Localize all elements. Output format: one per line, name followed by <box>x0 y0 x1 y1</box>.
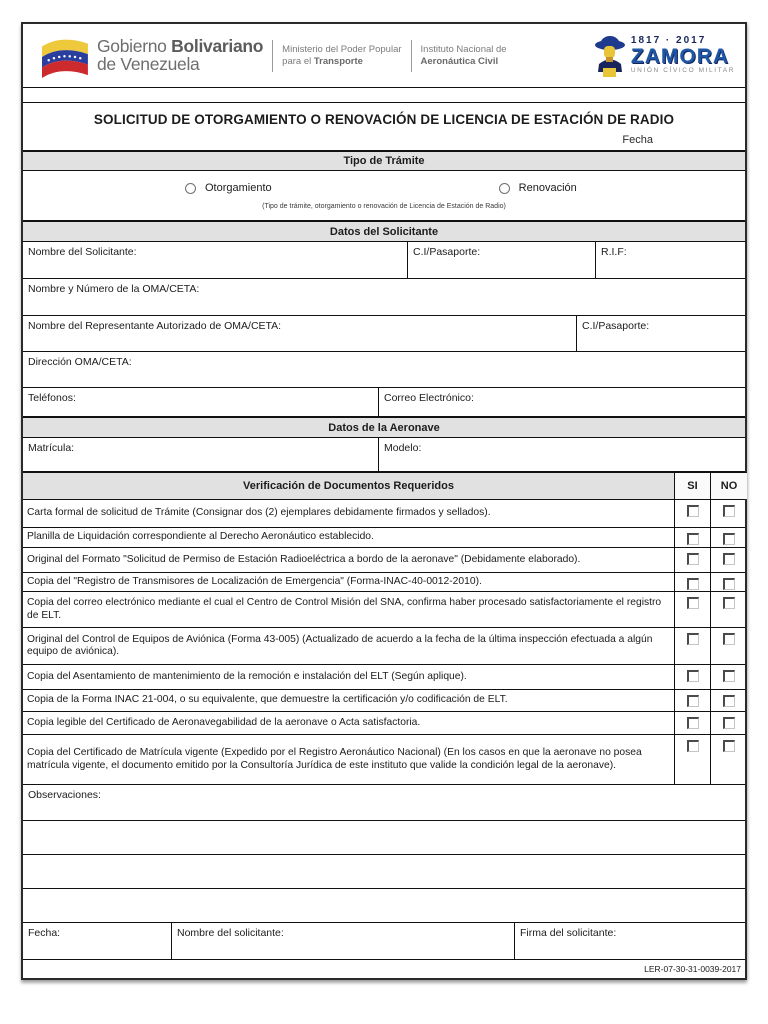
document-requirement: Planilla de Liquidación correspondiente al Derecho Aeronáutico establecido. <box>23 528 675 547</box>
tramite-hint: (Tipo de trámite, otorgamiento o renovación de Licencia de Estación de Radio) <box>262 203 506 210</box>
otorgamiento-radio[interactable] <box>185 183 196 194</box>
zamora-bicentenary-logo <box>591 30 735 82</box>
document-requirement: Original del Control de Equipos de Aviónica (Forma 43-005) (Actualizado de acuerdo a la fecha de la última inspección efectuada a algún equipo de aviónica). <box>23 628 675 664</box>
gobierno-wordmark: Gobierno Bolivariano de Venezuela <box>97 35 264 74</box>
no-checkbox[interactable] <box>723 695 735 707</box>
si-checkbox[interactable] <box>687 717 699 729</box>
si-checkbox[interactable] <box>687 505 699 517</box>
representante-field[interactable]: Nombre del Representante Autorizado de OMA/CETA: <box>23 316 577 351</box>
tramite-options-row <box>23 171 745 221</box>
si-cell <box>675 712 711 734</box>
no-checkbox[interactable] <box>723 553 735 565</box>
si-cell <box>675 592 711 627</box>
rif-field[interactable]: R.I.F: <box>601 246 627 258</box>
no-cell <box>711 628 747 664</box>
no-checkbox[interactable] <box>723 740 735 752</box>
telefonos-field[interactable]: Teléfonos: <box>23 388 379 416</box>
observaciones-blank-line[interactable] <box>23 889 745 923</box>
page-title: SOLICITUD DE OTORGAMIENTO O RENOVACIÓN DE LICENCIA DE ESTACIÓN DE RADIO <box>93 112 675 127</box>
document-requirement: Original del Formato "Solicitud de Permiso de Estación Radioeléctrica a bordo de la aeronave" (Debidamente elaborado). <box>23 548 675 572</box>
letterhead <box>23 24 745 88</box>
document-row-10 <box>23 735 745 785</box>
si-cell <box>675 548 711 572</box>
solicitante-row-4 <box>23 352 745 388</box>
observaciones-row <box>23 785 745 821</box>
ci-pasaporte-field[interactable]: C.I/Pasaporte: <box>408 242 596 278</box>
document-row-2 <box>23 528 745 548</box>
observaciones-blank-line[interactable] <box>23 855 745 889</box>
signature-nombre-field[interactable]: Nombre del solicitante: <box>172 923 515 959</box>
document-requirement: Carta formal de solicitud de Trámite (Consignar dos (2) ejemplares debidamente firmados y sellados). <box>23 500 675 527</box>
no-cell <box>711 548 747 572</box>
option-otorgamiento[interactable] <box>185 182 272 194</box>
si-cell <box>675 500 711 527</box>
no-cell <box>711 500 747 527</box>
option-renovacion[interactable] <box>499 182 577 194</box>
renovacion-label: Renovación <box>518 182 577 194</box>
zamora-figure-icon <box>591 30 629 82</box>
document-row-9 <box>23 712 745 735</box>
document-requirement: Copia del Certificado de Matrícula vigente (Expedido por el Registro Aeronáutico Nacional) (En los casos en que la aeronave no posea matrícula vigente, el documento emitido por la Consultoría Jurídica de este instituto que valide la condición legal de la aeronave). <box>23 735 675 784</box>
no-cell <box>711 665 747 689</box>
column-header-si: SI <box>675 472 711 499</box>
no-cell <box>711 592 747 627</box>
solicitante-row-5 <box>23 388 745 417</box>
inac-wordmark: Instituto Nacional de Aeronáutica Civil <box>420 43 507 67</box>
ministerio-wordmark: Ministerio del Poder Popular para el Transporte <box>282 43 402 67</box>
otorgamiento-label: Otorgamiento <box>205 182 272 194</box>
signature-fecha-field[interactable]: Fecha: <box>23 923 172 959</box>
no-checkbox[interactable] <box>723 633 735 645</box>
form-code: LER-07-30-31-0039-2017 <box>644 964 741 974</box>
document-row-8 <box>23 690 745 712</box>
zamora-years: 1817 · 2017 <box>630 35 707 47</box>
oma-ceta-field[interactable]: Nombre y Número de la OMA/CETA: <box>28 283 200 295</box>
form-code-row <box>23 960 745 978</box>
no-cell <box>711 690 747 711</box>
form-page <box>21 22 747 980</box>
matricula-field[interactable]: Matrícula: <box>23 438 379 471</box>
solicitante-row-1 <box>23 242 745 279</box>
document-row-7 <box>23 665 745 690</box>
section-bar-datos-solicitante: Datos del Solicitante <box>23 221 745 242</box>
header-divider <box>272 40 273 72</box>
solicitante-row-3 <box>23 316 745 352</box>
documents-section-title: Verificación de Documentos Requeridos <box>23 472 675 499</box>
document-requirement: Copia del Asentamiento de mantenimiento de la remoción e instalación del ELT (Según aplique). <box>23 665 675 689</box>
zamora-name: ZAMORA <box>630 45 730 69</box>
si-checkbox[interactable] <box>687 597 699 609</box>
no-checkbox[interactable] <box>723 597 735 609</box>
document-requirement: Copia legible del Certificado de Aeronavegabilidad de la aeronave o Acta satisfactoria. <box>23 712 675 734</box>
document-requirement: Copia del "Registro de Transmisores de Localización de Emergencia" (Forma-INAC-40-0012-2010). <box>23 573 675 591</box>
no-cell <box>711 573 747 591</box>
no-cell <box>711 528 747 547</box>
section-bar-tipo-tramite: Tipo de Trámite <box>23 151 745 171</box>
si-checkbox[interactable] <box>687 633 699 645</box>
header-divider <box>411 40 412 72</box>
si-checkbox[interactable] <box>687 695 699 707</box>
no-checkbox[interactable] <box>723 533 735 545</box>
section-bar-datos-aeronave: Datos de la Aeronave <box>23 417 745 438</box>
renovacion-radio[interactable] <box>499 183 510 194</box>
document-row-6 <box>23 628 745 665</box>
document-row-1 <box>23 500 745 528</box>
document-row-4 <box>23 573 745 592</box>
observaciones-blank-line[interactable] <box>23 821 745 855</box>
solicitante-row-2 <box>23 279 745 316</box>
no-cell <box>711 712 747 734</box>
column-header-no: NO <box>711 472 747 499</box>
document-requirement: Copia de la Forma INAC 21-004, o su equivalente, que demuestre la certificación y/o codificación de ELT. <box>23 690 675 711</box>
si-checkbox[interactable] <box>687 670 699 682</box>
si-cell <box>675 628 711 664</box>
si-cell <box>675 665 711 689</box>
document-row-3 <box>23 548 745 573</box>
document-requirement: Copia del correo electrónico mediante el cual el Centro de Control Misión del SNA, confirma haber procesado satisfactoriamente el registro de ELT. <box>23 592 675 627</box>
observaciones-field[interactable]: Observaciones: <box>28 789 101 801</box>
documents-header-row <box>23 472 745 500</box>
fecha-header-label: Fecha <box>622 134 653 146</box>
no-checkbox[interactable] <box>723 717 735 729</box>
direccion-field[interactable]: Dirección OMA/CETA: <box>28 356 132 368</box>
correo-field[interactable]: Correo Electrónico: <box>384 392 474 404</box>
si-cell <box>675 528 711 547</box>
document-row-5 <box>23 592 745 628</box>
nombre-solicitante-field[interactable]: Nombre del Solicitante: <box>23 242 408 278</box>
si-checkbox[interactable] <box>687 740 699 752</box>
si-cell <box>675 573 711 591</box>
si-checkbox[interactable] <box>687 553 699 565</box>
si-checkbox[interactable] <box>687 533 699 545</box>
si-cell <box>675 690 711 711</box>
venezuela-flag-icon <box>37 34 91 78</box>
modelo-field[interactable]: Modelo: <box>384 442 422 454</box>
si-cell <box>675 735 711 784</box>
signature-firma-field[interactable]: Firma del solicitante: <box>520 927 617 939</box>
no-cell <box>711 735 747 784</box>
no-checkbox[interactable] <box>723 578 735 590</box>
signature-row <box>23 923 745 960</box>
representante-ci-field[interactable]: C.I/Pasaporte: <box>582 320 650 332</box>
si-checkbox[interactable] <box>687 578 699 590</box>
header-gap <box>23 88 745 103</box>
no-checkbox[interactable] <box>723 505 735 517</box>
title-section <box>23 103 745 151</box>
no-checkbox[interactable] <box>723 670 735 682</box>
aeronave-row <box>23 438 745 472</box>
zamora-subtitle: UNIÓN CÍVICO MILITAR <box>630 67 735 75</box>
